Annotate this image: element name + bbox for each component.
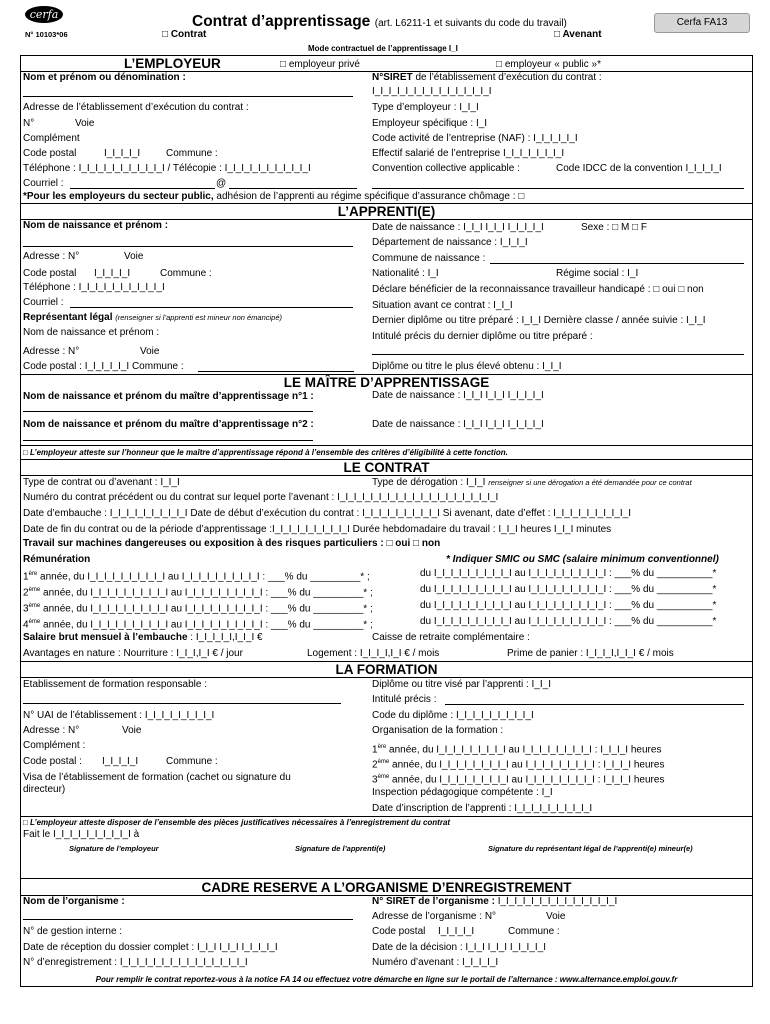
formation-commune-label: Commune : (166, 756, 218, 767)
title-ref: (art. L6211-1 et suivants du code du travail) (374, 18, 567, 29)
formation-visa-label: Visa de l’établissement de formation (cachet ou signature du (23, 772, 291, 783)
employeur-specifique-field[interactable]: Employeur spécifique : I_I (372, 118, 488, 129)
apprenti-date-naissance-field[interactable]: Date de naissance : I_I_I I_I_I I_I_I_I_I (372, 222, 544, 233)
reserve-commune-label: Commune : (508, 926, 560, 937)
apprenti-rep-voie-label: Voie (140, 346, 160, 357)
apprenti-commune-naissance-label: Commune de naissance : (372, 253, 486, 264)
apprenti-situation-field[interactable]: Situation avant ce contrat : I_I_I (372, 300, 513, 311)
employeur-convention-input[interactable] (372, 188, 744, 189)
formation-uai-field[interactable]: N° UAI de l’établissement : I_I_I_I_I_I_I_I_I (23, 710, 215, 721)
formation-date-inscription-field[interactable]: Date d’inscription de l’apprenti : I_I_I_I_I_I_I_I_I_I (372, 803, 593, 814)
apprenti-courriel-label: Courriel : (23, 297, 64, 308)
apprenti-commune-naissance-input[interactable] (490, 263, 744, 264)
apprenti-nom-label: Nom de naissance et prénom : (23, 220, 169, 231)
apprenti-cp-field[interactable]: I_I_I_I_I (94, 268, 131, 279)
employeur-courriel-label: Courriel : (23, 178, 64, 189)
attest-checkbox[interactable]: □ L’employeur atteste disposer de l’ensemble des pièces justificatives nécessaires à l’enregistrement du contrat (23, 818, 451, 827)
employeur-voie-label: Voie (75, 118, 95, 129)
employeur-telephone-field[interactable]: Téléphone : I_I_I_I_I_I_I_I_I_I_I / Télécopie : I_I_I_I_I_I_I_I_I_I_I (23, 163, 311, 174)
apprenti-rep-nom-label: Nom de naissance et prénom : (23, 327, 160, 338)
reserve-enregistrement-field[interactable]: N° d’enregistrement : I_I_I_I_I_I_I_I_I_I_I_I_I_I_I_I (23, 957, 248, 968)
contrat-numero-field[interactable]: Numéro du contrat précédent ou du contrat sur lequel porte l’avenant : I_I_I_I_I_I_I_I_I_I_I_I_I_I_I_I_I_I_I_I (23, 492, 499, 503)
apprenti-dernier-diplome-field[interactable]: Dernier diplôme ou titre préparé : I_I_I Dernière classe / année suivie : I_I_I (372, 315, 706, 326)
employeur-idcc-field[interactable]: Code IDCC de la convention I_I_I_I_I (556, 163, 722, 174)
apprenti-cp-label: Code postal (23, 268, 77, 279)
formation-year-row-1[interactable]: 1ère année, du I_I_I_I_I_I_I_I_I au I_I_I_I_I_I_I_I_I : I_I_I_I heures (372, 744, 662, 756)
reserve-adresse-label: Adresse de l’organisme : N° (372, 911, 497, 922)
maitre-nom1-input[interactable] (23, 411, 313, 412)
formation-intitule-label: Intitulé précis : (372, 694, 437, 705)
opt-contrat-checkbox[interactable]: □ Contrat (162, 29, 207, 40)
employeur-cp-label: Code postal (23, 148, 77, 159)
apprenti-telephone-field[interactable]: Téléphone : I_I_I_I_I_I_I_I_I_I_I (23, 282, 165, 293)
mode-contractuel[interactable]: Mode contractuel de l’apprentissage I_I (308, 44, 458, 53)
signature-employeur[interactable]: Signature de l’employeur (69, 844, 159, 853)
apprenti-regime-field[interactable]: Régime social : I_I (556, 268, 639, 279)
apprenti-courriel-input[interactable] (70, 307, 353, 308)
employeur-prive-checkbox[interactable]: □ employeur privé (280, 59, 360, 70)
formation-complement-label: Complément : (23, 740, 86, 751)
maitre-nom2-label: Nom de naissance et prénom du maître d’apprentissage n°2 : (23, 419, 314, 430)
maitre-date2-field[interactable]: Date de naissance : I_I_I I_I_I I_I_I_I_I (372, 419, 544, 430)
formation-diplome-vise-field[interactable]: Diplôme ou titre visé par l’apprenti : I_I_I (372, 679, 551, 690)
contrat-derogation-field: Type de dérogation : I_I_I renseigner si une dérogation a été demandée pour ce contrat (372, 477, 692, 488)
apprenti-rep-cp-field[interactable]: Code postal : I_I_I_I_I_I Commune : (23, 361, 184, 372)
formation-organisation-label: Organisation de la formation : (372, 725, 504, 736)
formation-adresse-label: Adresse : N° (23, 725, 80, 736)
remuneration-row-3[interactable]: 3ème année, du I_I_I_I_I_I_I_I_I_I au I_I_I_I_I_I_I_I_I_I : ___% du _________* ; (23, 603, 373, 615)
contrat-avantages-field[interactable]: Avantages en nature : Nourriture : I_I_I,I_I € / jour (23, 648, 243, 659)
section-employeur-title: L’EMPLOYEUR (124, 56, 221, 71)
remuneration-row-4-second[interactable]: du I_I_I_I_I_I_I_I_I_I au I_I_I_I_I_I_I_I_I_I : ___% du __________* (420, 616, 717, 627)
signature-representant[interactable]: Signature du représentant légal de l’apprenti(e) mineur(e) (488, 844, 693, 853)
apprenti-rep-adresse-label: Adresse : N° (23, 346, 80, 357)
opt-avenant-checkbox[interactable]: □ Avenant (554, 29, 602, 40)
cerfa-form (20, 6, 753, 1016)
apprenti-sexe-field[interactable]: Sexe : □ M □ F (581, 222, 647, 233)
apprenti-commune-label: Commune : (160, 268, 212, 279)
reserve-reception-field[interactable]: Date de réception du dossier complet : I_I_I I_I_I I_I_I_I_I (23, 942, 278, 953)
footer-note: Pour remplir le contrat reportez-vous à la notice FA 14 ou effectuez votre démarche en ligne sur le portail de l’alternance : www.alternance.emploi.gouv.fr (95, 975, 678, 984)
contrat-dates-field[interactable]: Date d’embauche : I_I_I_I_I_I_I_I_I_I Date de début d’exécution du contrat : I_I_I_I_I_I_I_I_I_I Si avenant, date d’effet : I_I_I_I_I_I_I_I_I_I (23, 508, 632, 519)
maitre-nom2-input[interactable] (23, 440, 313, 441)
remuneration-row-3-second[interactable]: du I_I_I_I_I_I_I_I_I_I au I_I_I_I_I_I_I_I_I_I : ___% du __________* (420, 600, 717, 611)
contrat-type-field[interactable]: Type de contrat ou d’avenant : I_I_I (23, 477, 180, 488)
formation-intitule-input[interactable] (445, 704, 744, 705)
maitre-attestation-checkbox[interactable]: □ L’employeur atteste sur l’honneur que le maître d’apprentissage répond à l’ensemble des critères d’éligibilité à cette fonction. (23, 448, 508, 457)
employeur-cp-field[interactable]: I_I_I_I_I (104, 148, 141, 159)
form-code-badge: Cerfa FA13 (654, 13, 750, 33)
contrat-remuneration-label: Rémunération (23, 554, 91, 565)
reserve-cp-field[interactable]: I_I_I_I_I (438, 926, 475, 937)
reserve-cp-label: Code postal (372, 926, 426, 937)
remuneration-row-2-second[interactable]: du I_I_I_I_I_I_I_I_I_I au I_I_I_I_I_I_I_I_I_I : ___% du __________* (420, 584, 717, 595)
formation-code-diplome-field[interactable]: Code du diplôme : I_I_I_I_I_I_I_I_I_I (372, 710, 534, 721)
employeur-numero-label: N° (23, 118, 35, 129)
contrat-fin-field[interactable]: Date de fin du contrat ou de la période d’apprentissage :I_I_I_I_I_I_I_I_I_I Durée hebdomadaire du travail : I_I_I heures I_I_I minutes (23, 524, 612, 535)
apprenti-nom-input[interactable] (23, 246, 353, 247)
form-number: N° 10103*06 (25, 30, 68, 39)
formation-voie-label: Voie (122, 725, 142, 736)
formation-year-row-3[interactable]: 3ème année, du I_I_I_I_I_I_I_I_I au I_I_I_I_I_I_I_I_I : I_I_I_I heures (372, 774, 665, 786)
reserve-siret-field: N° SIRET de l’organisme : I_I_I_I_I_I_I_I_I_I_I_I_I_I_I (372, 896, 618, 907)
formation-visa-label-2: directeur) (23, 784, 66, 795)
employeur-complement-label: Complément (23, 133, 80, 144)
attest-fait-le-field[interactable]: Fait le I_I_I_I_I_I_I_I_I_I à (23, 829, 140, 840)
maitre-date1-field[interactable]: Date de naissance : I_I_I I_I_I I_I_I_I_I (372, 390, 544, 401)
contrat-logement-field[interactable]: Logement : I_I_I_I,I_I € / mois (307, 648, 440, 659)
employeur-nom-input[interactable] (23, 96, 353, 97)
formation-year-row-2[interactable]: 2ème année, du I_I_I_I_I_I_I_I_I au I_I_I_I_I_I_I_I_I : I_I_I_I heures (372, 759, 665, 771)
employeur-public-note: *Pour les employeurs du secteur public, adhésion de l’apprenti au régime spécifique d’assurance chômage : □ (23, 191, 525, 202)
signature-apprenti[interactable]: Signature de l’apprenti(e) (295, 844, 386, 853)
remuneration-row-1-second[interactable]: du I_I_I_I_I_I_I_I_I_I au I_I_I_I_I_I_I_I_I_I : ___% du __________* (420, 568, 717, 579)
contrat-machines-field[interactable]: Travail sur machines dangereuses ou exposition à des risques particuliers : □ oui □ non (23, 538, 441, 549)
at-sign: @ (216, 178, 227, 189)
employeur-siret-field[interactable]: I_I_I_I_I_I_I_I_I_I_I_I_I_I_I (372, 86, 492, 97)
title-main: Contrat d’apprentissage (192, 13, 371, 30)
apprenti-rep-commune-input[interactable] (198, 371, 354, 372)
form-title (192, 13, 567, 31)
formation-inspection-field[interactable]: Inspection pédagogique compétente : I_I (372, 787, 553, 798)
reserve-decision-field[interactable]: Date de la décision : I_I_I I_I_I I_I_I_I_I (372, 942, 546, 953)
apprenti-departement-field[interactable]: Département de naissance : I_I_I_I (372, 237, 528, 248)
reserve-gestion-label: N° de gestion interne : (23, 926, 123, 937)
employeur-public-checkbox[interactable]: □ employeur « public »* (496, 59, 601, 70)
apprenti-adresse-label: Adresse : N° (23, 251, 80, 262)
apprenti-handicape-field[interactable]: Déclare bénéficier de la reconnaissance travailleur handicapé : □ oui □ non (372, 284, 704, 295)
section-maitre-title: LE MAÎTRE D’APPRENTISSAGE (283, 375, 490, 390)
contrat-caisse-label: Caisse de retraite complémentaire : (372, 632, 530, 643)
reserve-nom-input[interactable] (23, 919, 353, 920)
contrat-smic-note: * Indiquer SMIC ou SMC (salaire minimum conventionnel) (446, 554, 719, 565)
formation-cp-label: Code postal : (23, 756, 82, 767)
employeur-courriel-input[interactable] (70, 188, 215, 189)
formation-cp-field[interactable]: I_I_I_I_I (102, 756, 139, 767)
employeur-adresse-label: Adresse de l’établissement d’exécution du contrat : (23, 102, 249, 113)
employeur-naf-field[interactable]: Code activité de l’entreprise (NAF) : I_I_I_I_I_I (372, 133, 578, 144)
remuneration-row-4[interactable]: 4ème année, du I_I_I_I_I_I_I_I_I_I au I_I_I_I_I_I_I_I_I_I : ___% du _________* ; (23, 619, 373, 631)
formation-etablissement-input[interactable] (23, 703, 341, 704)
reserve-avenant-field[interactable]: Numéro d’avenant : I_I_I_I_I (372, 957, 499, 968)
apprenti-diplome-eleve-field[interactable]: Diplôme ou titre le plus élevé obtenu : I_I_I (372, 361, 562, 372)
section-contrat-title: LE CONTRAT (343, 460, 430, 475)
section-reserve-title: CADRE RESERVE A L’ORGANISME D’ENREGISTREMENT (201, 880, 572, 895)
cerfa-logo: cerfa (25, 6, 63, 23)
contrat-salaire-field: Salaire brut mensuel à l’embauche : I_I_I_I_I,I_I_I € (23, 632, 263, 643)
apprenti-rep-legal-label: Représentant légal (renseigner si l’apprenti est mineur non émancipé) (23, 312, 283, 323)
maitre-nom1-label: Nom de naissance et prénom du maître d’apprentissage n°1 : (23, 391, 314, 402)
apprenti-intitule-input[interactable] (372, 354, 744, 355)
apprenti-intitule-label: Intitulé précis du dernier diplôme ou titre préparé : (372, 331, 593, 342)
reserve-nom-label: Nom de l’organisme : (23, 896, 125, 907)
employeur-convention-label: Convention collective applicable : (372, 163, 520, 174)
apprenti-voie-label: Voie (124, 251, 144, 262)
employeur-courriel-domain-input[interactable] (229, 188, 357, 189)
employeur-effectif-field[interactable]: Effectif salarié de l’entreprise I_I_I_I_I_I_I_I (372, 148, 565, 159)
employeur-commune-label: Commune : (166, 148, 218, 159)
employeur-siret-label: N°SIRET de l’établissement d’exécution du contrat : (372, 72, 602, 83)
remuneration-row-2[interactable]: 2ème année, du I_I_I_I_I_I_I_I_I_I au I_I_I_I_I_I_I_I_I_I : ___% du _________* ; (23, 587, 373, 599)
reserve-voie-label: Voie (546, 911, 566, 922)
remuneration-row-1[interactable]: 1ère année, du I_I_I_I_I_I_I_I_I_I au I_I_I_I_I_I_I_I_I_I : ___% du _________* ; (23, 571, 370, 583)
section-formation-title: LA FORMATION (335, 662, 438, 677)
section-apprenti-title: L’APPRENTI(E) (337, 204, 436, 219)
employeur-nom-label: Nom et prénom ou dénomination : (23, 72, 186, 83)
apprenti-nationalite-field[interactable]: Nationalité : I_I (372, 268, 439, 279)
contrat-panier-field[interactable]: Prime de panier : I_I_I_I,I_I_I € / mois (507, 648, 674, 659)
employeur-type-field[interactable]: Type d’employeur : I_I_I (372, 102, 479, 113)
formation-etablissement-label: Etablissement de formation responsable : (23, 679, 207, 690)
